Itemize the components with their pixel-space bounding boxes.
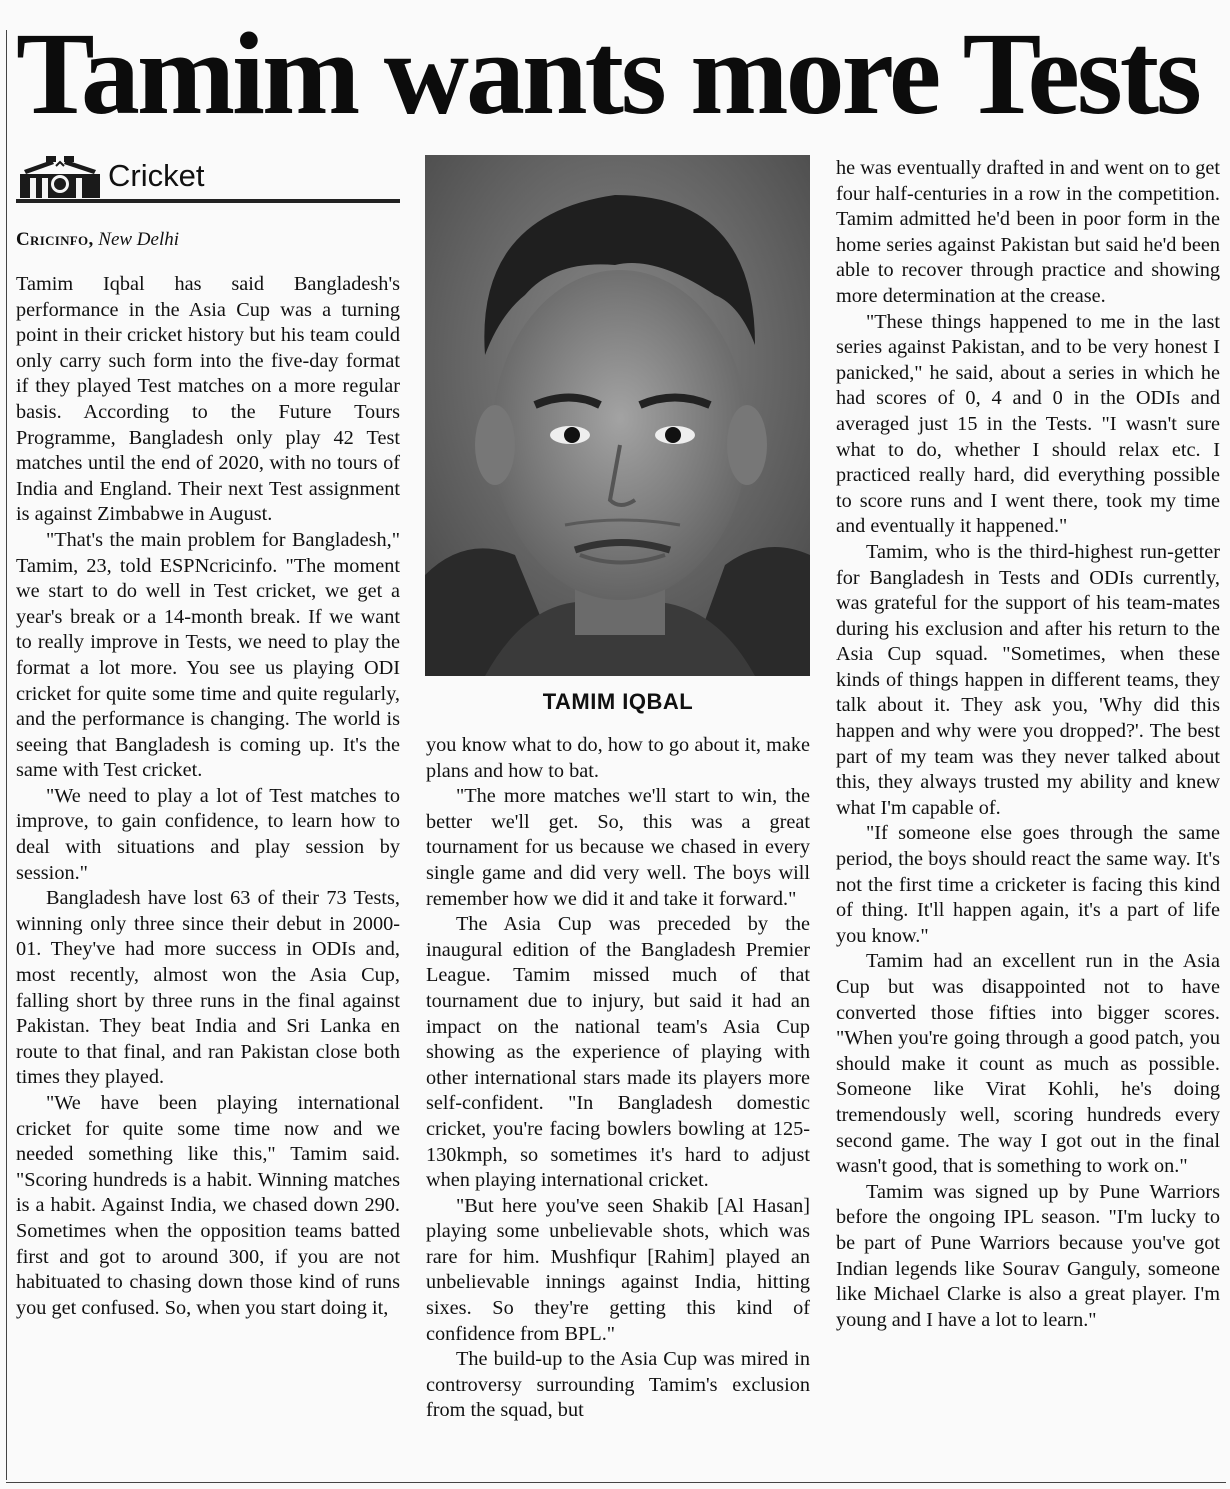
page-rule-left bbox=[6, 30, 7, 1480]
paragraph: "But here you've seen Shakib [Al Hasan] playing some unbelievable shots, which was rare for him. Mushfiqur [Rahim] played an unbelievable innings against India, hitting sixes. So they're getting this kind of confidence from BPL." bbox=[426, 1194, 810, 1345]
section-label bbox=[16, 150, 400, 206]
paragraph: Tamim, who is the third-highest run-getter for Bangladesh in Tests and ODIs currently, was grateful for the support of his team-mates during his exclusion and after his return to the Asia Cup squad. "Sometimes, when these kinds of things happen in different teams, they talk about it. They ask you, 'Why did this happen and why were you dropped?'. The best part of my team was they never talked about this, they always trusted my ability and knew what I'm capable of. bbox=[836, 540, 1220, 819]
paragraph: Tamim had an excellent run in the Asia Cup but was disappointed not to have converted those fifties into bigger scores. "When you're going through a good patch, you should make it count as much as possible. Someone like Virat Kohli, he's doing tremendously well, scoring hundreds every second game. The way I got out in the final wasn't good, that is something to work on." bbox=[836, 950, 1220, 1178]
article-column-3 bbox=[836, 156, 1220, 1333]
article-column-1 bbox=[16, 272, 400, 1321]
paragraph: Tamim was signed up by Pune Warriors before the ongoing IPL season. "I'm lucky to be part of Pune Warriors because you've got Indian legends like Sourav Ganguly, someone like Michael Clarke is also a great player. I'm young and I have a lot to learn." bbox=[836, 1180, 1220, 1331]
paragraph: "If someone else goes through the same period, the boys should react the same way. It's not the first time a cricketer is facing this kind of thing. It'll happen again, it's a part of life you know." bbox=[836, 822, 1220, 947]
paragraph: "We have been playing international cricket for quite some time now and we needed something like this," Tamim said. "Scoring hundreds is a habit. Winning matches is a habit. Against India, we chased down 290. Sometimes when the opposition teams batted first and got to around 300, if you are not habituated to chasing down those kind of runs you get confused. So, when you start doing it, bbox=[16, 1092, 400, 1319]
paragraph: "These things happened to me in the last series against Pakistan, and to be very honest I panicked," he said, about a series in which he had scores of 0, 4 and 0 in the ODIs and averaged just 15 in the Tests. "I wasn't sure what to do, whether I should relax etc. I practiced really hard, did everything possible to score runs and I went there, took my time and eventually it happened." bbox=[836, 310, 1220, 538]
page-rule-bottom bbox=[6, 1482, 1226, 1483]
photo-caption: TAMIM IQBAL bbox=[542, 689, 694, 714]
headline: Tamim wants more Tests bbox=[16, 8, 1199, 139]
paragraph: The build-up to the Asia Cup was mired in controversy surrounding Tamim's exclusion from the squad, but bbox=[426, 1348, 810, 1422]
paragraph: "The more matches we'll start to win, the better we'll get. So, this was a great tournament for us because we chased in every single game and did very well. The boys will remember how we did it and take it forward." bbox=[426, 785, 810, 910]
article-column-2 bbox=[426, 733, 810, 1424]
cricket-bat-ball-icon bbox=[16, 152, 106, 200]
paragraph: Tamim Iqbal has said Bangladesh's performance in the Asia Cup was a turning point in their cricket history but his team could only carry such form into the five-day format if they played Test matches on a more regular basis. According to the Future Tours Programme, Bangladesh only play 42 Test matches until the end of 2020, with no tours of India and England. Their next Test assignment is against Zimbabwe in August. bbox=[16, 273, 400, 526]
paragraph: he was eventually drafted in and went on to get four half-centuries in a row in the competition. Tamim admitted he'd been in poor form in the home series against Pakistan but said he'd been able to recover through practice and showing more determination at the crease. bbox=[836, 157, 1220, 307]
paragraph: The Asia Cup was preceded by the inaugural edition of the Bangladesh Premier League. Tamim missed much of that tournament due to injury, but said it had an impact on the national team's Asia Cup showing as the experience of playing with other international stars made its players more self-confident. "In Bangladesh domestic cricket, you're facing bowlers bowling at 125-130kmph, so sometimes it's hard to adjust when playing international cricket. bbox=[426, 913, 810, 1192]
section-name: Cricket bbox=[108, 158, 205, 193]
byline-place: New Delhi bbox=[98, 229, 180, 250]
byline bbox=[16, 228, 400, 252]
portrait-photo bbox=[425, 155, 810, 676]
byline-source: Cricinfo, bbox=[16, 229, 94, 250]
paragraph: you know what to do, how to go about it, make plans and how to bat. bbox=[426, 734, 810, 782]
paragraph: Bangladesh have lost 63 of their 73 Tests, winning only three since their debut in 2000-01. They've had more success in ODIs and, most recently, almost won the Asia Cup, falling short by three runs in the final against Pakistan. They beat India and Sri Lanka en route to that final, and ran Pakistan close both times they played. bbox=[16, 887, 400, 1089]
section-rule bbox=[16, 199, 400, 203]
paragraph: "That's the main problem for Bangladesh," Tamim, 23, told ESPNcricinfo. "The moment we start to do well in Test cricket, we get a year's break or a 14-month break. If we want to really improve in Tests, we need to play the format a lot more. You see us playing ODI cricket for quite some time and quite regularly, and the performance is changing. The world is seeing that Bangladesh is coming up. It's the same with Test cricket. bbox=[16, 528, 400, 782]
paragraph: "We need to play a lot of Test matches to improve, to gain confidence, to learn how to deal with situations and play session by session." bbox=[16, 784, 400, 884]
